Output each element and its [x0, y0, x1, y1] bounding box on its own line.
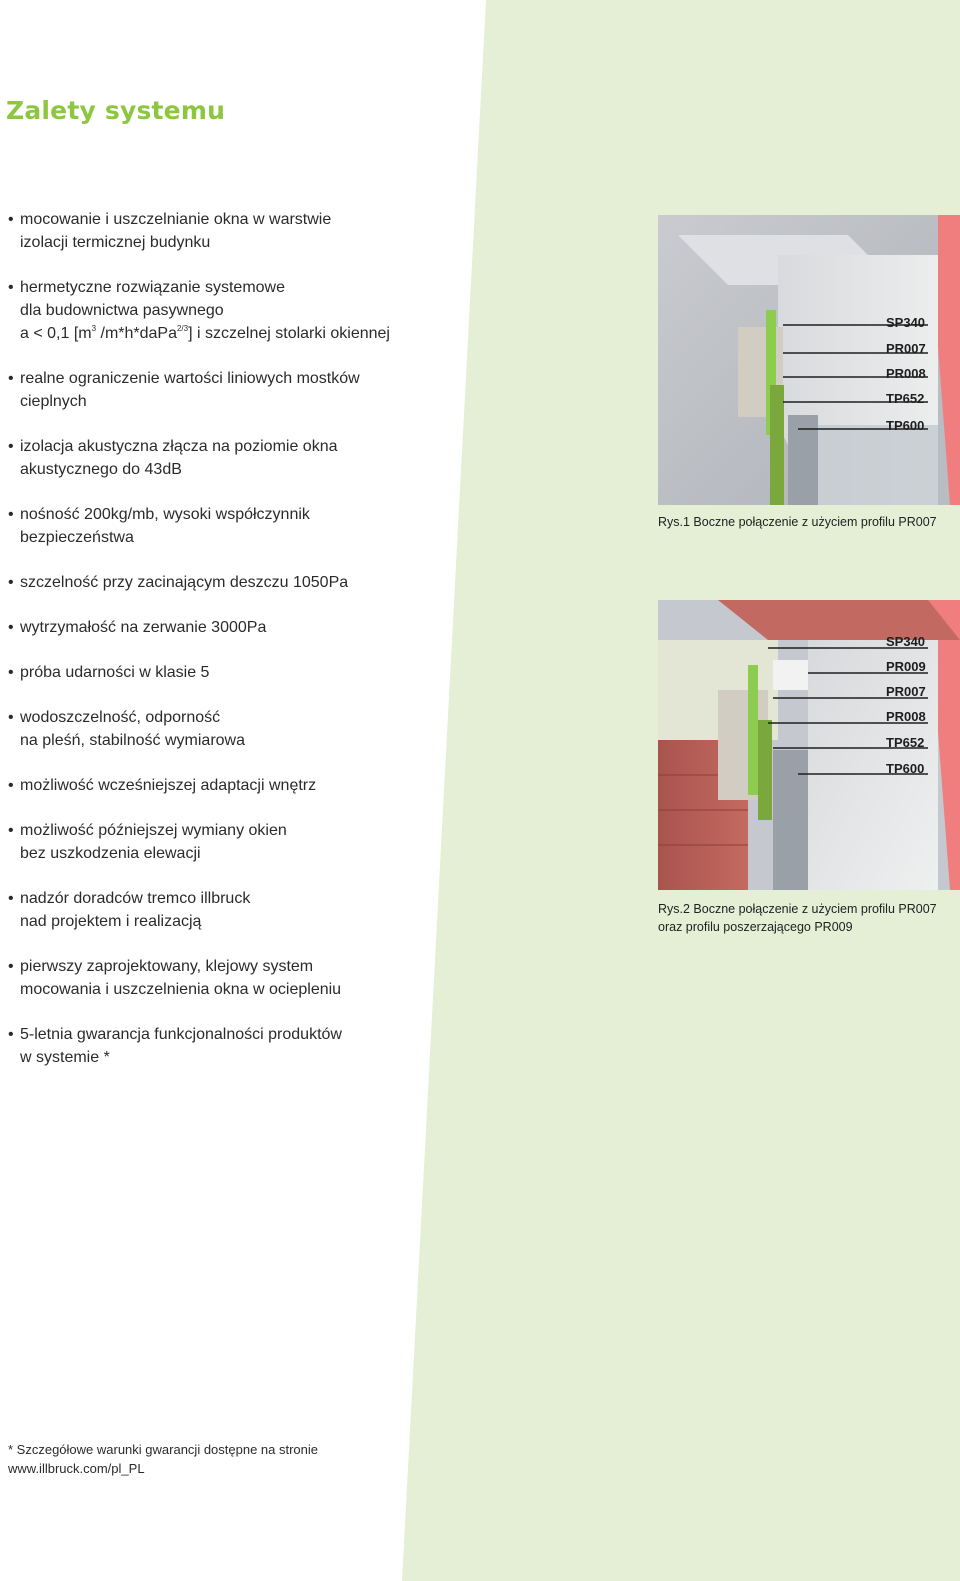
benefit-text: • wytrzymałość na zerwanie 3000Pa: [20, 619, 267, 636]
benefit-text: • możliwość wcześniejszej adaptacji wnętrz: [20, 777, 317, 794]
fig2-label-sp340: SP340: [886, 634, 926, 649]
benefit-text: • możliwość późniejszej wymiany okien: [20, 822, 287, 839]
figure-1-illustration: [658, 215, 960, 505]
footnote: [8, 1440, 318, 1478]
fig2-label-tp600: TP600: [886, 761, 925, 776]
benefit-text: bezpieczeństwa: [20, 529, 134, 546]
fig2-label-pr007: PR007: [886, 684, 926, 699]
benefit-item: [8, 503, 448, 549]
benefit-text: • nadzór doradców tremco illbruck: [20, 890, 251, 907]
benefit-item: [8, 887, 448, 933]
footnote-link[interactable]: www.illbruck.com/pl_PL: [8, 1461, 145, 1476]
benefit-item: [8, 706, 448, 752]
fig1-label-pr007: PR007: [886, 341, 926, 356]
benefit-text: cieplnych: [20, 393, 87, 410]
benefit-formula: [20, 322, 448, 345]
caption-line: Rys.1 Boczne połączenie z użyciem profilu PR007: [658, 515, 937, 529]
fig2-profile: [758, 720, 772, 820]
fig1-label-pr008: PR008: [886, 366, 926, 381]
footnote-line: * Szczegółowe warunki gwarancji dostępne na stronie: [8, 1442, 319, 1457]
fig1-label-tp600: TP600: [886, 418, 925, 433]
fig1-label-sp340: SP340: [886, 315, 926, 330]
formula-text: ] i szczelnej stolarki okiennej: [188, 325, 390, 342]
benefit-text: • hermetyczne rozwiązanie systemowe: [20, 279, 285, 296]
benefit-item: [8, 367, 448, 413]
fig2-widening-profile: [773, 660, 813, 690]
benefit-text: • izolacja akustyczna złącza na poziomie okna: [20, 438, 338, 455]
benefit-item: [8, 435, 448, 481]
fig2-label-tp652: TP652: [886, 735, 925, 750]
benefit-text: dla budownictwa pasywnego: [20, 302, 224, 319]
fig1-profile: [770, 385, 784, 505]
benefit-item: [8, 661, 448, 684]
figure-2-illustration: [658, 600, 960, 890]
fig1-glass: [818, 425, 938, 505]
benefit-text: izolacji termicznej budynku: [20, 234, 211, 251]
caption-line: Rys.2 Boczne połączenie z użyciem profilu PR007: [658, 902, 937, 916]
figure-1-caption: [658, 513, 937, 531]
benefit-item: [8, 208, 448, 254]
benefit-text: nad projektem i realizacją: [20, 913, 202, 930]
formula-superscript: 3: [91, 324, 97, 333]
caption-line: oraz profilu poszerzającego PR009: [658, 920, 853, 934]
benefit-item: [8, 616, 448, 639]
fig2-label-pr008: PR008: [886, 709, 926, 724]
benefit-text: • mocowanie i uszczelnianie okna w warstwie: [20, 211, 332, 228]
benefit-item: [8, 276, 448, 345]
fig2-label-pr009: PR009: [886, 659, 926, 674]
benefit-text: mocowania i uszczelnienia okna w ociepleniu: [20, 981, 342, 998]
benefit-item: [8, 955, 448, 1001]
benefit-item: [8, 571, 448, 594]
figure-1-drawing: [658, 215, 960, 505]
benefit-text: • wodoszczelność, odporność: [20, 709, 221, 726]
benefit-item: [8, 1023, 448, 1069]
fig2-window-frame: [773, 750, 808, 890]
benefit-text: • próba udarności w klasie 5: [20, 664, 210, 681]
benefit-text: • nośność 200kg/mb, wysoki współczynnik: [20, 506, 310, 523]
benefit-item: [8, 774, 448, 797]
formula-text: a < 0,1 [m: [20, 325, 92, 342]
benefit-text: • 5-letnia gwarancja funkcjonalności produktów: [20, 1026, 342, 1043]
benefit-text: • szczelność przy zacinającym deszczu 1050Pa: [20, 574, 349, 591]
benefit-text: • realne ograniczenie wartości liniowych mostków: [20, 370, 360, 387]
benefit-text: na pleśń, stabilność wymiarowa: [20, 732, 245, 749]
page-title: Zalety systemu: [6, 96, 226, 125]
fig1-label-tp652: TP652: [886, 391, 925, 406]
benefit-text: • pierwszy zaprojektowany, klejowy system: [20, 958, 314, 975]
figure-2-caption: [658, 900, 937, 936]
benefit-item: [8, 819, 448, 865]
formula-text: /m*h*daPa: [96, 325, 177, 342]
benefit-text: bez uszkodzenia elewacji: [20, 845, 201, 862]
fig2-tape-sp340: [748, 665, 758, 795]
benefit-text: w systemie *: [20, 1049, 110, 1066]
benefits-list: [8, 208, 448, 1069]
benefit-text: akustycznego do 43dB: [20, 461, 182, 478]
formula-superscript: 2/3: [176, 324, 189, 333]
